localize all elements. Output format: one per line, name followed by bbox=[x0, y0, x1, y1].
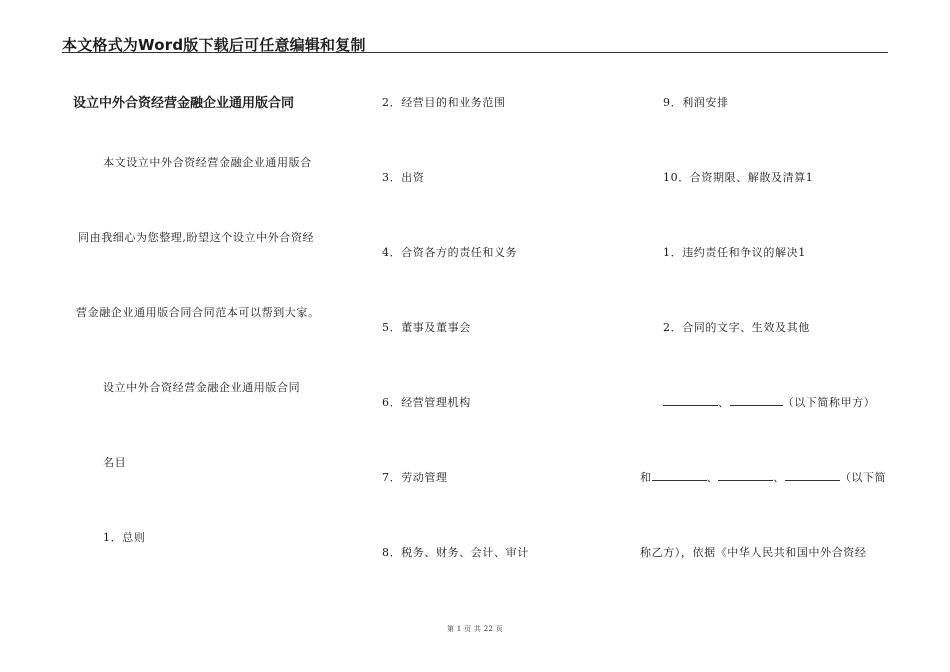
intro-line-1: 本文设立中外合资经营金融企业通用版合 bbox=[103, 156, 312, 169]
toc-item: 8．税务、财务、会计、审计 bbox=[382, 546, 529, 559]
document-title: 设立中外合资经营金融企业通用版合同 bbox=[73, 96, 295, 111]
toc-item: 5．董事及董事会 bbox=[382, 321, 471, 334]
party-a-blank-1 bbox=[663, 395, 718, 406]
party-b-suffix: （以下简 bbox=[839, 471, 887, 484]
toc-item: 3．出资 bbox=[382, 171, 425, 184]
toc-item: 1．总则 bbox=[103, 531, 146, 544]
toc-heading: 名目 bbox=[103, 456, 127, 469]
party-b-continuation: 称乙方），依据《中华人民共和国中外合资经 bbox=[640, 546, 867, 559]
party-a-line bbox=[663, 394, 875, 410]
toc-item: 7．劳动管理 bbox=[382, 471, 448, 484]
party-b-blank-1 bbox=[652, 470, 707, 481]
party-b-prefix: 和 bbox=[640, 471, 652, 484]
toc-item: 1．违约责任和争议的解决1 bbox=[663, 246, 806, 259]
party-b-blank-2 bbox=[718, 470, 773, 481]
party-b-blank-3 bbox=[785, 470, 840, 481]
party-a-separator: 、 bbox=[718, 396, 730, 409]
toc-item: 2．经营目的和业务范围 bbox=[382, 96, 506, 109]
intro-line-3: 营金融企业通用版合同合同范本可以帮到大家。 bbox=[76, 306, 320, 319]
party-b-separator-2: 、 bbox=[773, 471, 785, 484]
toc-item: 10．合资期限、解散及清算1 bbox=[663, 171, 814, 184]
toc-item: 6．经营管理机构 bbox=[382, 396, 471, 409]
party-b-separator-1: 、 bbox=[706, 471, 719, 484]
page-header-title: 本文格式为Word版下载后可任意编辑和复制 bbox=[62, 36, 366, 54]
toc-item: 9．利润安排 bbox=[663, 96, 729, 109]
intro-line-2: 同由我细心为您整理,盼望这个设立中外合资经 bbox=[78, 231, 315, 244]
party-b-line bbox=[640, 469, 886, 485]
page-number: 第 1 页 共 22 页 bbox=[446, 625, 504, 633]
header-divider bbox=[62, 52, 888, 53]
contract-subtitle: 设立中外合资经营金融企业通用版合同 bbox=[103, 381, 301, 394]
toc-item: 2．合同的文字、生效及其他 bbox=[663, 321, 810, 334]
toc-item: 4．合资各方的责任和义务 bbox=[382, 246, 518, 259]
party-a-blank-2 bbox=[730, 395, 783, 406]
party-a-suffix: （以下简称甲方） bbox=[782, 396, 876, 409]
